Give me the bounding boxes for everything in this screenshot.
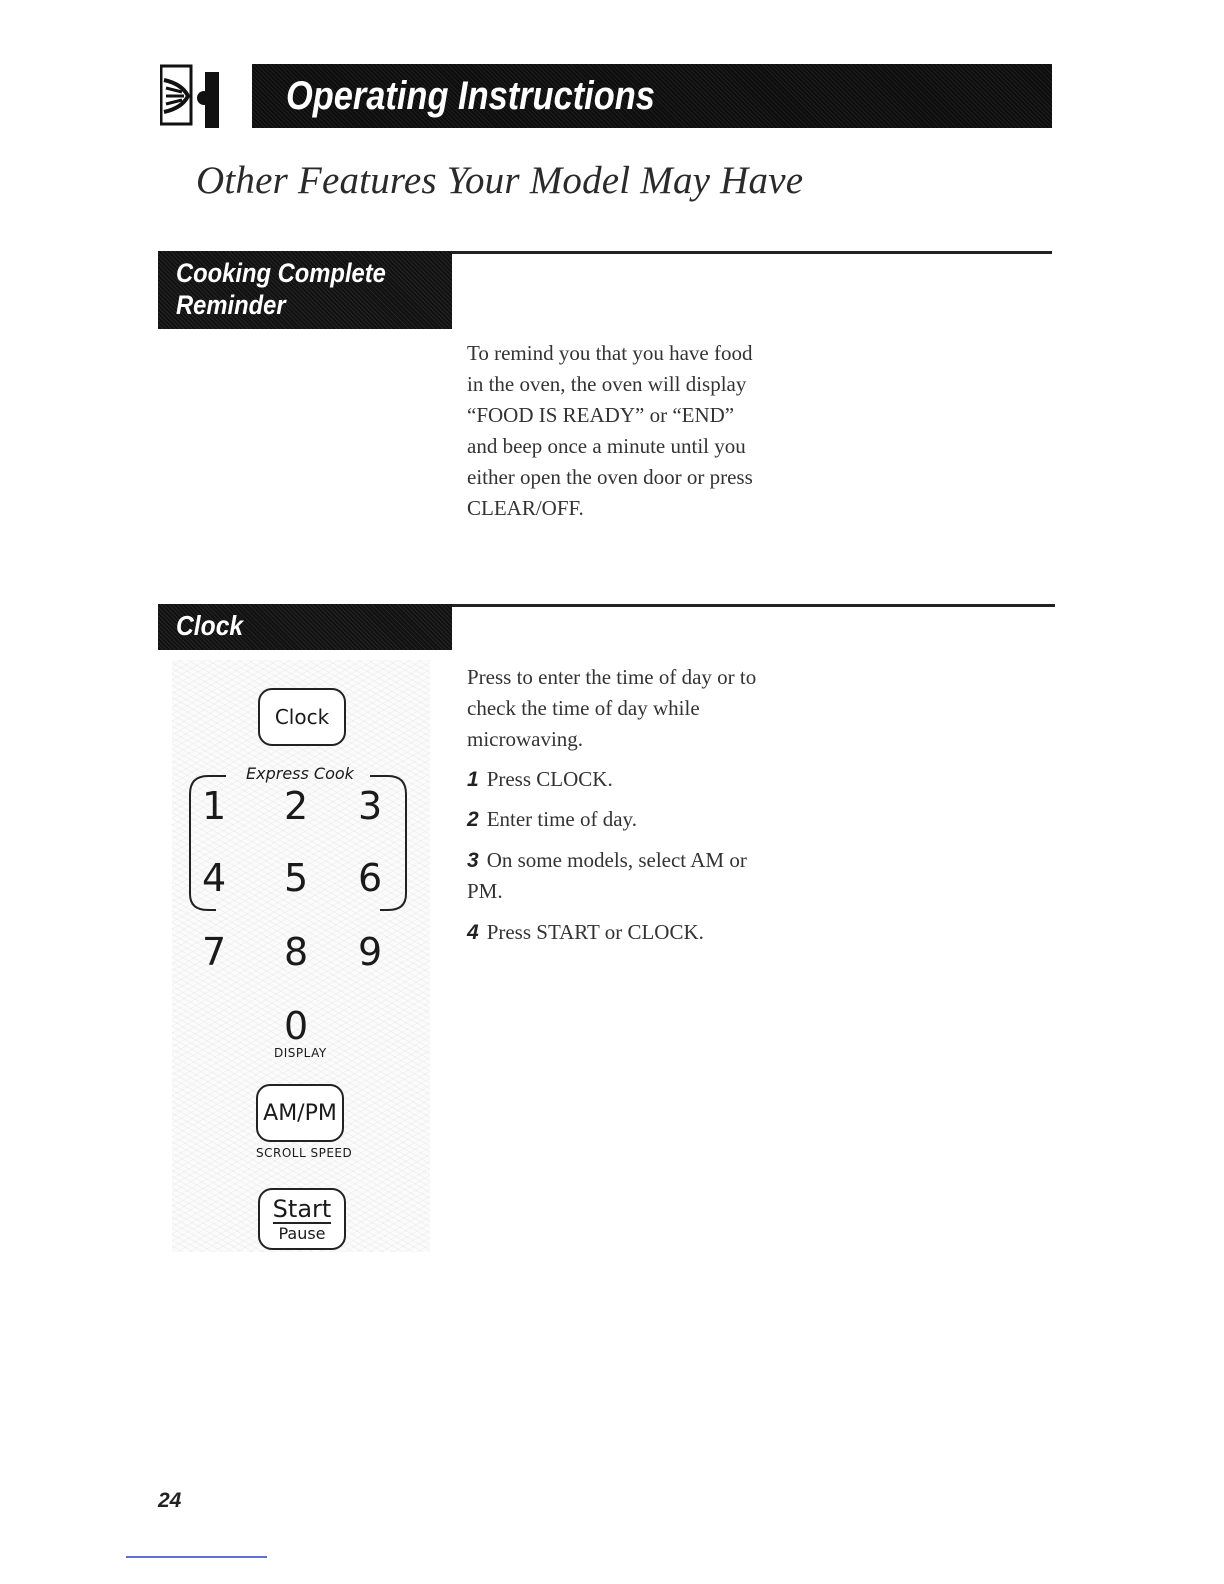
digit-key-6: 6 bbox=[358, 856, 383, 900]
display-label: DISPLAY bbox=[274, 1046, 327, 1060]
section-divider bbox=[452, 604, 1055, 607]
ampm-key: AM/PM bbox=[256, 1084, 344, 1142]
header-title: Operating Instructions bbox=[286, 73, 655, 118]
step-text: On some models, select AM or PM. bbox=[467, 848, 747, 903]
footer-divider bbox=[126, 1556, 267, 1558]
reminder-body-text: To remind you that you have food in the oven, the oven will display “FOOD IS READY” or “END” and beep once a minute until you either open the oven door or press CLEAR/OFF. bbox=[467, 341, 753, 520]
digit-key-5: 5 bbox=[284, 856, 309, 900]
start-label: Start bbox=[272, 1194, 332, 1223]
digit-key-0: 0 bbox=[284, 1004, 309, 1048]
section-label-line2: Reminder bbox=[176, 290, 286, 320]
clock-intro-text: Press to enter the time of day or to check the time of day while microwaving. bbox=[467, 665, 757, 751]
step-item bbox=[467, 845, 767, 907]
digit-key-1: 1 bbox=[202, 784, 227, 828]
step-item bbox=[467, 764, 767, 795]
digit-key-9: 9 bbox=[358, 930, 383, 974]
start-pause-key bbox=[258, 1188, 346, 1250]
step-number: 4 bbox=[467, 921, 479, 944]
step-number: 2 bbox=[467, 808, 479, 831]
section-label-text: Clock bbox=[176, 610, 244, 641]
express-cook-label: Express Cook bbox=[246, 764, 354, 783]
section-label-clock bbox=[158, 604, 452, 650]
digit-key-2: 2 bbox=[284, 784, 309, 828]
digit-key-7: 7 bbox=[202, 930, 227, 974]
page-subtitle: Other Features Your Model May Have bbox=[196, 159, 804, 202]
step-text: Enter time of day. bbox=[486, 807, 637, 831]
digit-key-3: 3 bbox=[358, 784, 383, 828]
pointing-hand-icon bbox=[160, 62, 220, 128]
keypad-illustration bbox=[172, 660, 430, 1252]
step-text: Press START or CLOCK. bbox=[486, 920, 704, 944]
scroll-speed-label: SCROLL SPEED bbox=[256, 1146, 353, 1160]
section-divider bbox=[452, 251, 1052, 254]
digit-key-4: 4 bbox=[202, 856, 227, 900]
step-number: 1 bbox=[467, 768, 479, 791]
step-item bbox=[467, 917, 767, 948]
pause-label: Pause bbox=[278, 1223, 326, 1243]
header-bar bbox=[252, 64, 1052, 128]
step-text: Press CLOCK. bbox=[486, 767, 613, 791]
step-number: 3 bbox=[467, 849, 479, 872]
page-number: 24 bbox=[158, 1489, 182, 1512]
section-label-line1: Cooking Complete bbox=[176, 258, 386, 288]
digit-key-8: 8 bbox=[284, 930, 309, 974]
clock-key: Clock bbox=[258, 688, 346, 746]
section-label-reminder bbox=[158, 251, 452, 329]
step-item bbox=[467, 804, 767, 835]
